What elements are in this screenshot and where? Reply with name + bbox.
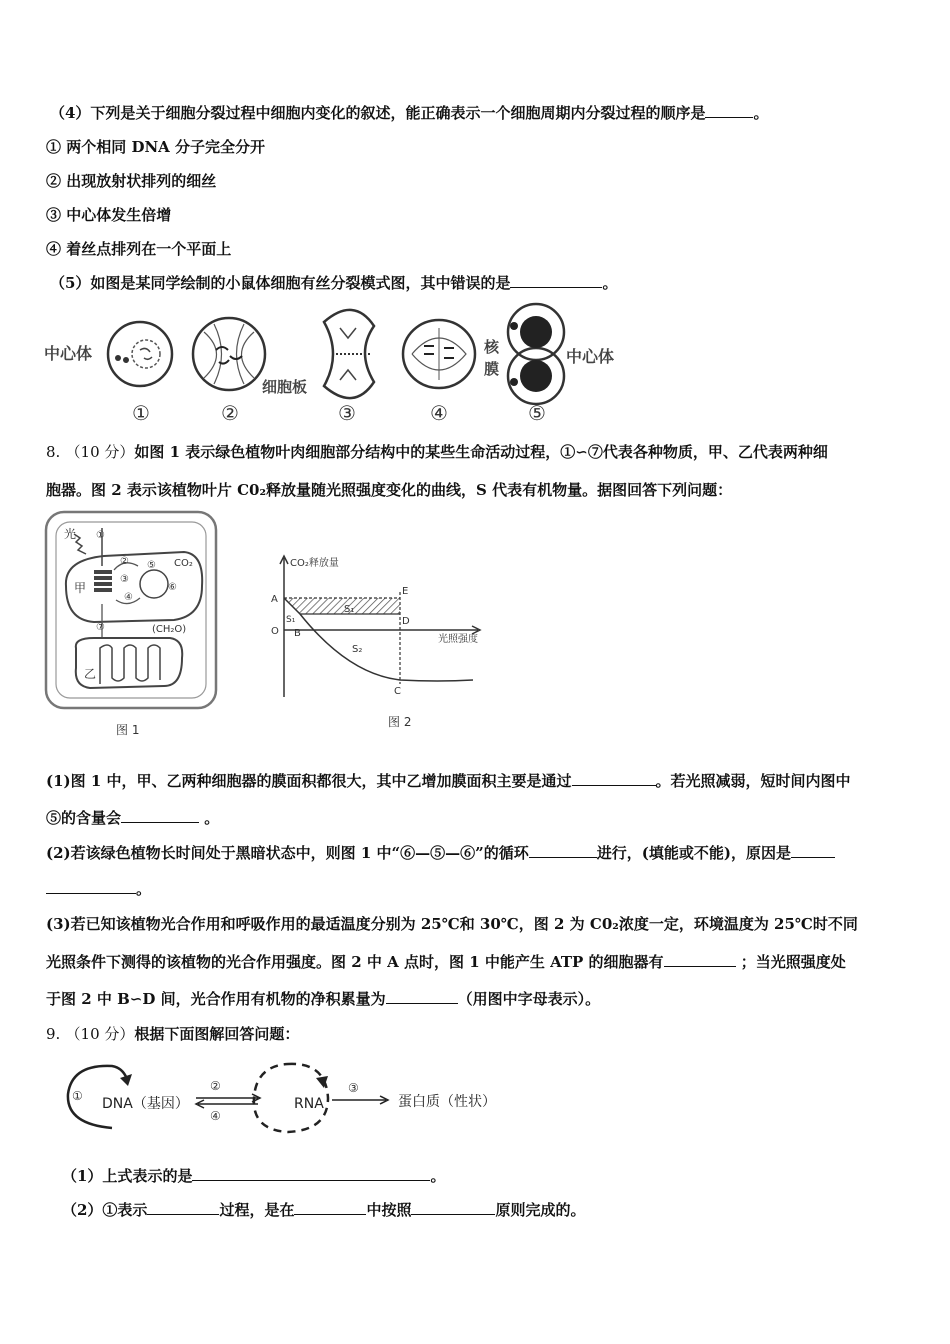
q7-option-3: ③ 中心体发生倍增: [46, 206, 172, 224]
q9-number: 9.: [46, 1025, 61, 1043]
q7-option-4: ④ 着丝点排列在一个平面上: [46, 240, 232, 258]
q8-number: 8.: [46, 443, 61, 461]
area-s1-left: S₁: [286, 615, 296, 625]
answer-blank[interactable]: [664, 952, 736, 967]
answer-blank[interactable]: [121, 808, 199, 823]
q9-stem: 9. （10 分）根据下面图解回答问题：: [46, 1025, 300, 1043]
fig-num-1: ①: [132, 401, 150, 425]
q8-sub3-line3: 于图 2 中 B∽D 间，光合作用有机物的净积累量为 （用图中字母表示）。: [46, 990, 601, 1008]
label-nuclear-membrane-1: 核: [484, 338, 500, 356]
diagram-num-3: ③: [348, 1081, 359, 1095]
label-centrosome-right: 中心体: [566, 347, 615, 366]
cell-3: [324, 310, 374, 398]
fig1-num-6: ⑥: [168, 582, 177, 593]
answer-blank[interactable]: [46, 879, 136, 894]
cell-5: [508, 304, 564, 404]
q8-sub3-line2: 光照条件下测得的该植物的光合作用强度。图 2 中 A 点时，图 1 中能产生 ATP 的细胞器有 ；当光照强度处: [46, 953, 846, 971]
fig1-num-1: ①: [96, 530, 105, 541]
answer-blank[interactable]: [705, 103, 753, 118]
cell-2: [193, 318, 265, 390]
fig1-num-5: ⑤: [147, 560, 156, 571]
fig-num-3: ③: [338, 401, 356, 425]
fig-num-5: ⑤: [528, 401, 546, 425]
q7-option-2: ② 出现放射状排列的细丝: [46, 172, 217, 190]
point-b: B: [294, 628, 301, 639]
fig-num-4: ④: [430, 401, 448, 425]
figure-1-cell: [44, 508, 224, 738]
label-nuclear-membrane-2: 膜: [484, 360, 500, 378]
fig2-ylabel: CO₂释放量: [290, 558, 339, 569]
point-a: A: [271, 594, 278, 605]
cell-4: [403, 320, 475, 388]
label-centrosome-left: 中心体: [44, 344, 93, 363]
fig2-xlabel: 光照强度: [438, 634, 478, 645]
diagram-num-4: ④: [210, 1109, 221, 1123]
fig-num-2: ②: [221, 401, 239, 425]
diagram-dna: DNA（基因）: [102, 1096, 189, 1112]
answer-blank[interactable]: [147, 1200, 219, 1215]
area-s2: S₂: [352, 644, 363, 655]
answer-blank[interactable]: [510, 273, 602, 288]
fig1-yi-label: 乙: [84, 667, 97, 681]
fig2-caption: 图 2: [388, 715, 412, 729]
diagram-protein: 蛋白质（性状）: [398, 1094, 496, 1110]
fig1-caption: 图 1: [116, 723, 140, 737]
figure-2-curve: [268, 552, 498, 732]
q7-part4-text: （4）下列是关于细胞分裂过程中细胞内变化的叙述，能正确表示一个细胞周期内分裂过程的顺序是: [50, 104, 706, 122]
q7-part4: （4）下列是关于细胞分裂过程中细胞内变化的叙述，能正确表示一个细胞周期内分裂过程的顺序是 。: [50, 104, 769, 122]
answer-blank[interactable]: [192, 1166, 430, 1181]
answer-blank[interactable]: [529, 843, 597, 858]
point-c: C: [394, 686, 401, 697]
fig1-co2-label: CO₂: [174, 558, 193, 569]
diagram-rna: RNA: [294, 1096, 324, 1112]
q8-sub3-line1: (3)若已知该植物光合作用和呼吸作用的最适温度分别为 25℃和 30℃，图 2 为 C0₂浓度一定，环境温度为 25℃时不同: [46, 915, 858, 933]
fig1-num-7: ⑦: [96, 622, 105, 633]
q8-sub2-line1: (2)若该绿色植物长时间处于黑暗状态中，则图 1 中“⑥—⑤—⑥”的循环 进行，(填能或不能)，原因是: [46, 843, 835, 863]
mitosis-figure: [44, 302, 644, 432]
q8-sub1-line2: ⑤的含量会 。: [46, 809, 220, 827]
central-dogma-diagram: [62, 1058, 532, 1138]
label-cell-plate: 细胞板: [262, 378, 308, 396]
point-e: E: [402, 586, 409, 597]
cell-1: [108, 322, 172, 386]
answer-blank[interactable]: [791, 843, 835, 858]
q9-sub2: （2）①表示 过程，是在 中按照 原则完成的。: [62, 1201, 586, 1219]
q7-part5: （5）如图是某同学绘制的小鼠体细胞有丝分裂模式图，其中错误的是 。: [50, 274, 618, 292]
fig1-light-label: 光: [64, 527, 77, 541]
fig1-ch2o-label: (CH₂O): [152, 624, 187, 635]
fig1-jia-label: 甲: [74, 581, 87, 595]
q8-stem-line1: 8. （10 分）如图 1 表示绿色植物叶肉细胞部分结构中的某些生命活动过程，①∽⑦代表各种物质，甲、乙代表两种细: [46, 443, 828, 461]
fig1-num-3: ③: [120, 574, 129, 585]
point-d: D: [402, 616, 410, 627]
diagram-num-1: ①: [72, 1089, 83, 1103]
area-s1: S₁: [344, 604, 355, 615]
fig1-num-2: ②: [120, 556, 129, 567]
answer-blank[interactable]: [572, 771, 656, 786]
answer-blank[interactable]: [386, 989, 458, 1004]
q8-stem-line2: 胞器。图 2 表示该植物叶片 C0₂释放量随光照强度变化的曲线，S 代表有机物量。据图回答下列问题：: [46, 481, 733, 499]
q8-score: （10 分）: [65, 443, 135, 461]
diagram-num-2: ②: [210, 1079, 221, 1093]
q7-option-1: ① 两个相同 DNA 分子完全分开: [46, 138, 266, 156]
fig1-num-4: ④: [124, 592, 133, 603]
q8-sub2-line2: 。: [46, 879, 151, 899]
answer-blank[interactable]: [294, 1200, 366, 1215]
q9-sub1: （1）上式表示的是 。: [62, 1167, 446, 1185]
point-o: O: [271, 626, 279, 637]
answer-blank[interactable]: [411, 1200, 495, 1215]
q9-score: （10 分）: [65, 1025, 135, 1043]
q8-sub1-line1: (1)图 1 中，甲、乙两种细胞器的膜面积都很大，其中乙增加膜面积主要是通过 。若光照减弱，短时间内图中: [46, 772, 851, 790]
